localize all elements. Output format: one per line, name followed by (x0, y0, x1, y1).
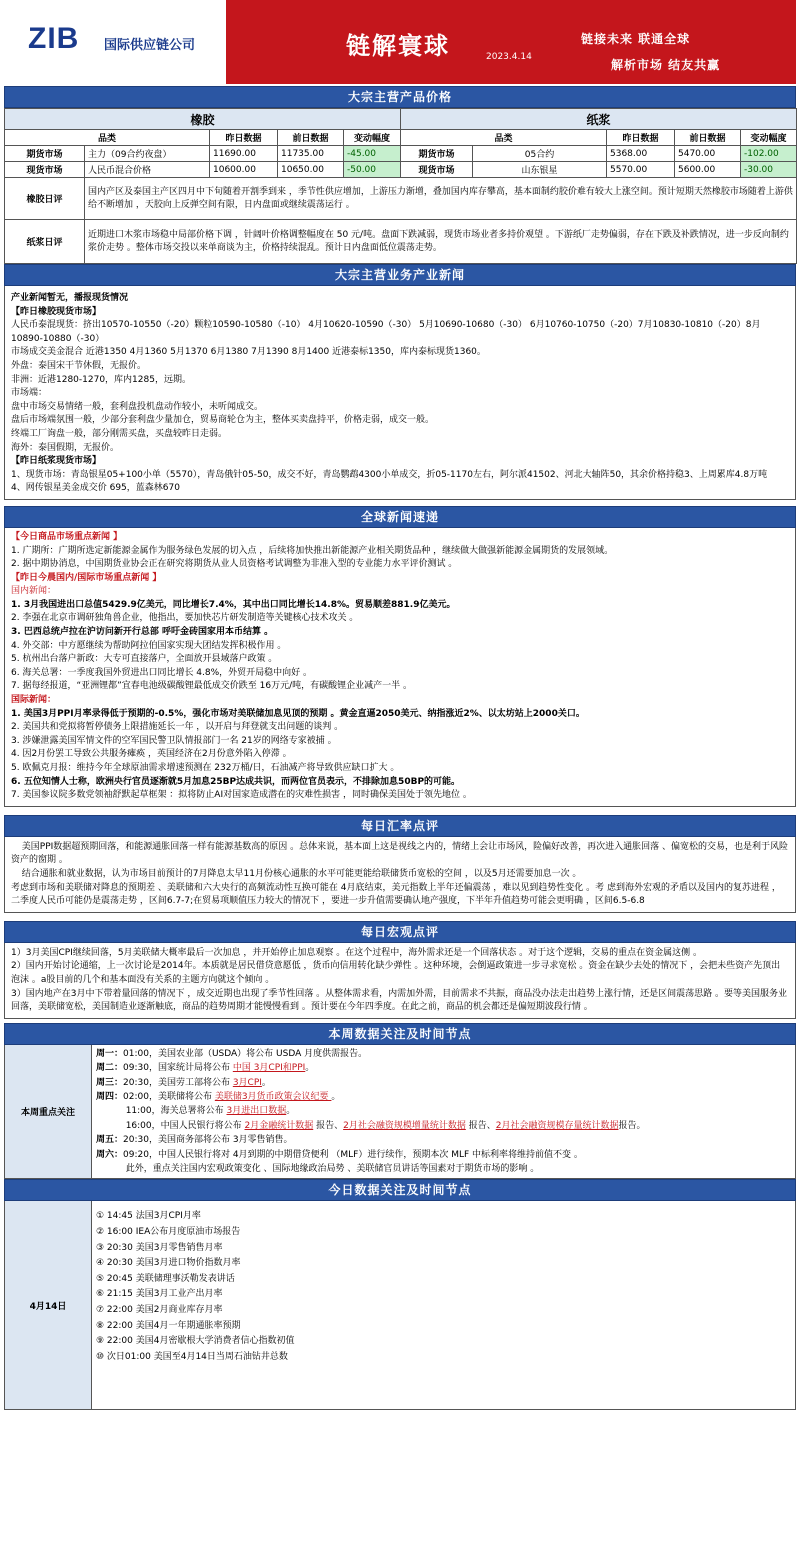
list-item: 1. 3月我国进出口总值5429.9亿美元，同比增长7.4%，其中出口同比增长14.8%。贸易顺差881.9亿美元。 (11, 599, 456, 610)
schedule-item (96, 1162, 791, 1176)
schedule-item (96, 1104, 791, 1118)
slogan-2: 解析市场 结友共赢 (611, 58, 721, 72)
col-category: 品类 (5, 130, 210, 146)
row-label: 期货市场 (5, 146, 85, 162)
macro-comment (4, 943, 796, 1019)
rubber-previous: 10650.00 (278, 162, 344, 178)
schedule-item (96, 1076, 791, 1090)
global-news (4, 528, 796, 807)
schedule-text: 11:00，海关总署将公布 (125, 1106, 227, 1117)
col-change: 变动幅度 (741, 130, 797, 146)
macro-section-title: 每日宏观点评 (4, 921, 796, 943)
rubber-header: 橡胶 (5, 109, 401, 130)
paragraph: 美国PPI数据超预期回落，和能源通胀回落一样有能源基数高的原因 。总体来说，基本面上这是视线之内的，情绪上会让市场风，险偏好改善，再次进入通胀回落 、偏宽松的交易，也是利于风险资产的窗期 。 (11, 841, 789, 866)
schedule-text: 此外，重点关注国内宏观政策变化 、国际地缘政治局势 、美联储官员讲话等国素对于期货市场的影响 。 (125, 1163, 540, 1174)
list-item: 1. 广期所：广期所选定新能源金属作为服务绿色发展的切入点 ，后续将加快推出新能源产业相关期货品种 ，继续做大做强新能源金属期货的发展领域。 (11, 545, 614, 556)
list-item: 市场成交美金混合 近港1350 4月1360 5月1370 6月1380 7月1390 8月1400 近港泰标1350，库内泰标现货1360。 (11, 347, 486, 358)
list-item: 6. 五位知情人士称，欧洲央行官员逐渐就5月加息25BP达成共识，而两位官员表示，不排除加息50BP的可能。 (11, 776, 461, 787)
list-item: 2. 据中期协消息，中国期货业协会正在研究将期货从业人员资格考试调整为非准入型的专业能力水平评价测试 。 (11, 559, 458, 570)
list-item: 3. 涉嫌泄露美国军情文件的空军国民警卫队情报部门一名 21岁的网络专家被捕 。 (11, 735, 337, 746)
domestic-news-list (11, 599, 789, 694)
issue-date: 2023.4.14 (486, 52, 532, 62)
rubber-change: -45.00 (344, 146, 401, 162)
schedule-text: 20:30，美国劳工部将公布 (123, 1077, 233, 1088)
schedule-text: 09:20，中国人民银行将对 4月到期的中期借贷便利 （MLF）进行续作，预期本次 MLF 中标利率将维持前值不变 。 (123, 1149, 583, 1160)
schedule-highlight: 中国 3月CPI和PPI (232, 1063, 306, 1074)
prices-section-title: 大宗主营产品价格 (4, 86, 796, 108)
schedule-highlight: 3月CPI (232, 1077, 262, 1088)
schedule-item (96, 1047, 791, 1061)
schedule-text: 报告、 (313, 1120, 344, 1131)
list-item: 1. 美国3月PPI月率录得低于预期的-0.5%，强化市场对美联储加息见顶的预期 。黄金直逼2050美元、纳指涨近2%、以太坊站上2000关口。 (11, 708, 585, 719)
list-item: 5. 杭州出台落户新政：大专可直接落户，全面放开县域落户政策 。 (11, 654, 278, 665)
list-item: 外盘：泰国宋干节休假，无报价。 (11, 360, 147, 371)
domestic-heading: 国内新闻： (11, 586, 57, 597)
today-list (92, 1201, 795, 1409)
list-item: ⑤ 20:45 美联储理事沃勒发表讲话 (96, 1273, 235, 1284)
table-row (5, 162, 797, 178)
rubber-yesterday: 11690.00 (210, 146, 278, 162)
paragraph: 结合通胀和就业数据，认为市场目前预计的7月降息太早11月份核心通胀的水平可能更能给联储货币宽松的空间 ，以及5月还需要加息一次 。 (21, 868, 582, 879)
list-item: 市场端： (11, 388, 48, 399)
paper-previous: 5470.00 (675, 146, 741, 162)
list-item: 【昨日橡胶现货市场】 (11, 306, 102, 317)
company-name: 国际供应链公司 (104, 38, 196, 53)
price-table (4, 108, 797, 264)
list-item: ⑨ 22:00 美国4月密歇根大学消费者信心指数初值 (96, 1336, 295, 1347)
schedule-text: 报告、 (465, 1120, 496, 1131)
paper-comment-label: 纸浆日评 (5, 220, 85, 264)
list-item: 产业新闻暂无，播报现货情况 (11, 293, 129, 303)
today-section-title: 今日数据关注及时间节点 (4, 1179, 796, 1201)
schedule-text: 。 (331, 1091, 341, 1102)
industry-section-title: 大宗主营业务产业新闻 (4, 264, 796, 286)
schedule-item (96, 1148, 791, 1162)
weekday: 周五： (96, 1135, 124, 1146)
today-label: 4月14日 (5, 1201, 92, 1409)
list-item: ⑥ 21:15 美国3月工业产出月率 (96, 1289, 223, 1300)
list-item: 4. 外交部：中方愿继续为帮助阿拉伯国家实现大团结发挥积极作用 。 (11, 640, 287, 651)
schedule-text: 。 (261, 1077, 271, 1088)
list-item: 3. 巴西总统卢拉在沪访问新开行总部 呼吁金砖国家用本币结算 。 (11, 627, 274, 638)
list-item: 终端工厂询盘一般，部分刚需买盘，买盘较昨日走弱。 (11, 428, 228, 439)
rubber-comment-label: 橡胶日评 (5, 178, 85, 220)
week-section-title: 本周数据关注及时间节点 (4, 1023, 796, 1045)
row-label: 期货市场 (401, 146, 473, 162)
fx-section-title: 每日汇率点评 (4, 815, 796, 837)
paper-header: 纸浆 (401, 109, 797, 130)
list-item: 非洲：近港1280-1270，库内1285，远期。 (11, 374, 191, 385)
logo-mark: ZIB (28, 22, 80, 55)
list-item: 盘中市场交易情绪一般，套利盘投机盘动作较小，未听闻成交。 (11, 401, 264, 412)
schedule-highlight: 美联储3月货币政策会议纪要 (214, 1091, 332, 1102)
global-section-title: 全球新闻速递 (4, 506, 796, 528)
paper-yesterday: 5570.00 (607, 162, 675, 178)
rubber-item: 人民币混合价格 (85, 162, 210, 178)
list-item: 7. 美国参议院多数党领袖舒默起草框架 ：拟将防止AI对国家造成潜在的灾难性损害 ，同时确保美国处于领先地位 。 (11, 790, 472, 801)
list-item: ② 16:00 IEA公布月度原油市场报告 (96, 1226, 241, 1237)
list-item: 盘后市场端氛围一般，少部分套利盘少量加仓，贸易商轮仓为主，整体买卖盘持平，价格走弱，成交一般。 (11, 415, 435, 426)
newsletter-title: 链解寰球 (346, 32, 450, 60)
list-item: 【昨日纸浆现货市场】 (11, 456, 102, 467)
intl-news-list (11, 708, 789, 803)
schedule-text: 报告。 (618, 1120, 646, 1131)
paragraph: 2）国内开始讨论通缩，上一次讨论是2014年。本质就是居民借贷意愿低 ，货币向信用转化缺少弹性 。这种环境，会倒逼政策进一步寻求宽松 。资金在缺少去处的情况下 ，会把未些资产先顶出泡沫 。a股目前的几个和基本面没有关系的主题方向就这个倾向 。 (11, 961, 781, 985)
company-logo (4, 0, 226, 84)
list-item: 5. 欧佩克月报：维持今年全球原油需求增速预测在 232万桶/日，石油减产将导致供应缺口扩大 。 (11, 763, 400, 773)
schedule-text: 。 (305, 1063, 315, 1074)
weekday: 周六： (96, 1149, 124, 1160)
header (4, 0, 796, 84)
paper-item: 山东银星 (473, 162, 607, 178)
list-item: 7. 据每经报道，“亚洲锂都”宜春电池级碳酸锂最低成交价跌至 16万元/吨，有碳酸锂企业减产一半 。 (11, 681, 412, 692)
schedule-item (96, 1090, 791, 1104)
list-item: ⑩ 次日01:00 美国至4月14日当周石油钻井总数 (96, 1351, 288, 1362)
header-banner (226, 0, 796, 84)
list-item: 2. 美国共和党拟将暂停债务上限措施延长一年 ，以开启与拜登就支出问题的谈判 。 (11, 722, 344, 733)
list-item: 海外：泰国假期，无报价。 (11, 442, 120, 453)
paragraph: 3）国内地产在3月中下带着量回落的情况下 ，成交近期也出现了季节性回落 。从整体需求看，内需加外需，目前需求不共振，商品没办法走出趋势上涨行情，还是区间震荡思路 。要等美国服务业回落，美联储宽松，美国制造业逐渐触底，商品的趋势周期才能慢慢看到 。预计要在今年四季度。在此之前，商品的机会都还是偏短期波段行情 。 (11, 988, 788, 1013)
col-category: 品类 (401, 130, 607, 146)
industry-news (4, 286, 796, 500)
schedule-item (96, 1061, 791, 1075)
week-label: 本周重点关注 (5, 1045, 92, 1179)
list-item: 2. 李强在北京市调研独角兽企业，他指出，要加快芯片研发制造等关键核心技术攻关 。 (11, 613, 359, 624)
row-label: 现货市场 (5, 162, 85, 178)
schedule-text: 02:00，美联储将公布 (123, 1091, 215, 1102)
paper-yesterday: 5368.00 (607, 146, 675, 162)
schedule-item (96, 1119, 791, 1133)
week-schedule (4, 1045, 796, 1180)
rubber-comment: 国内产区及泰国主产区四月中下旬随着开割季到来 ，季节性供应增加，上游压力渐增，叠加国内库存攀高，基本面制约胶价难有较大上涨空间。预计短期天然橡胶市场随着上游供给不断增加 ，天胶向上反弹空间有限，日内盘面或继续震荡运行 。 (85, 178, 797, 220)
commodity-news-heading: 【今日商品市场重点新闻 】 (11, 531, 123, 542)
table-row (5, 146, 797, 162)
paragraph: 1）3月美国CPI继续回落，5月美联储大概率最后一次加息 ，并开始停止加息观察 。在这个过程中，海外需求还是一个回落状态 。对于这个逻辑，交易的重点在资金属这侧 。 (11, 947, 702, 958)
today-schedule (4, 1201, 796, 1410)
paper-item: 05合约 (473, 146, 607, 162)
intl-heading: 国际新闻： (11, 695, 57, 706)
rubber-previous: 11735.00 (278, 146, 344, 162)
weekday: 周四： (96, 1091, 124, 1102)
paper-comment: 近期进口木浆市场稳中局部价格下调 ，针阔叶价格调整幅度在 50 元/吨。盘面下跌减弱，现货市场业者多持价观望 。下游纸厂走势偏弱，存在下跌及补跌情况，进一步反向制约浆价走势 。整体市场交投以来单商谈为主，价格持续混乱。预计日内盘面低位震荡走势。 (85, 220, 797, 264)
list-item: 1、现货市场：青岛银星05+100小单（5570），青岛俄针05-50，成交不好，青岛鹦鹉4300小单成交，折05-1170左右，阿尔派41502、河北大轴阵50，其余价格持稳3、上周累库4.8万吨 (11, 469, 768, 480)
schedule-highlight: 3月进出口数据 (226, 1106, 287, 1117)
market-news-heading: 【昨日今晨国内/国际市场重点新闻 】 (11, 572, 162, 583)
list-item: 人民币泰混现货：挤出10570-10550（-20）颗粒10590-10580（-10） 4月10620-10590（-30） 5月10690-10680（-30） 6月10760-10750（-20）7月10830-10810（-20）8月10890-10880（-30） (11, 320, 761, 344)
paper-previous: 5600.00 (675, 162, 741, 178)
schedule-highlight: 2月金融统计数据 (244, 1120, 314, 1131)
weekday: 周二： (96, 1063, 124, 1074)
schedule-text: 09:30，国家统计局将公布 (123, 1063, 233, 1074)
schedule-text: 01:00，美国农业部（USDA）将公布 USDA 月度供需报告。 (123, 1048, 368, 1059)
row-label: 现货市场 (401, 162, 473, 178)
list-item: ① 14:45 法国3月CPI月率 (96, 1211, 201, 1222)
schedule-highlight: 2月社会融资规模增量统计数据 (343, 1120, 466, 1131)
schedule-highlight: 2月社会融资规模存量统计数据 (495, 1120, 619, 1131)
weekday: 周一： (96, 1048, 124, 1059)
col-previous: 前日数据 (675, 130, 741, 146)
fx-comment (4, 837, 796, 913)
list-item: 4、网传银星美金成交价 695，蓝森林670 (11, 483, 180, 494)
list-item: ⑧ 22:00 美国4月一年期通胀率预期 (96, 1320, 241, 1331)
rubber-item: 主力（09合约夜盘） (85, 146, 210, 162)
paper-change: -102.00 (741, 146, 797, 162)
list-item: ③ 20:30 美国3月零售销售月率 (96, 1242, 223, 1253)
list-item: 4. 因2月份罢工导致公共服务瘫痪 ，英国经济在2月份意外陷入停滞 。 (11, 749, 292, 760)
weekday: 周三： (96, 1077, 124, 1088)
list-item: ⑦ 22:00 美国2月商业库存月率 (96, 1304, 223, 1315)
paragraph: 考虑到市场和美联储对降息的预期差 、美联储和六大央行的高频流动性互换可能在 4月底结束，美元指数上半年还偏震荡 ，难以见到趋势性变化 。考 虑到海外宏观的矛盾以及国内的复苏进程 ，二季度人民币可能仍是震荡走势 ，区间6.7-7;在贸易项顺值压力较大的情况下 ，要进一步升值需要确认地产强度，下半年升值趋势可能会更明确 ，区间6.5-6.8 (11, 882, 781, 907)
slogan-1: 链接未来 联通全球 (581, 32, 691, 46)
col-previous: 前日数据 (278, 130, 344, 146)
week-list (92, 1045, 795, 1179)
schedule-item (96, 1133, 791, 1147)
rubber-change: -50.00 (344, 162, 401, 178)
schedule-text: 。 (286, 1106, 296, 1117)
list-item: 6. 海关总署：一季度我国外贸进出口同比增长 4.8%，外贸开局稳中向好 。 (11, 667, 313, 678)
rubber-yesterday: 10600.00 (210, 162, 278, 178)
schedule-text: 20:30，美国商务部将公布 3月零售销售。 (123, 1135, 293, 1146)
col-change: 变动幅度 (344, 130, 401, 146)
paper-change: -30.00 (741, 162, 797, 178)
schedule-text: 16:00，中国人民银行将公布 (125, 1120, 245, 1131)
col-yesterday: 昨日数据 (607, 130, 675, 146)
list-item: ④ 20:30 美国3月进口物价指数月率 (96, 1258, 241, 1269)
col-yesterday: 昨日数据 (210, 130, 278, 146)
